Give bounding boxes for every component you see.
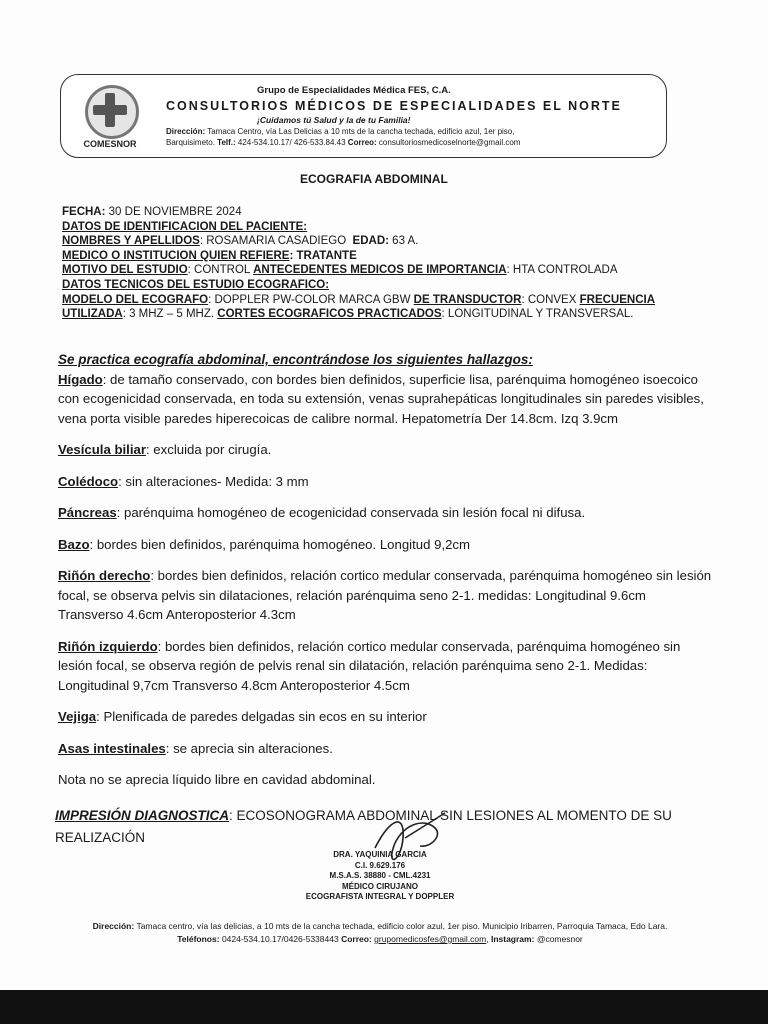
nombres-row: NOMBRES Y APELLIDOS: ROSAMARIA CASADIEGO EDAD: 63 A. (62, 235, 419, 248)
finding-coledoco: Colédoco: sin alteraciones- Medida: 3 mm (58, 473, 309, 489)
header-address-line2: Barquisimeto. Telf.: 424-534.10.17/ 426-533.84.43 Correo: consultoriosmedicoselnorte@gmail.com (166, 138, 521, 147)
datos-identificacion-heading: DATOS DE IDENTIFICACION DEL PACIENTE: (62, 220, 308, 233)
comesnor-logo (73, 83, 147, 153)
footer: Dirección: Tamaca centro, vía las delicias, a 10 mts de la cancha techada, edificio color azul, 1er piso. Municipio Iribarren, Parroquia Tamaca, Edo Lara. Teléfonos: 0424-534.10.17/0426-5338443 Correo: grupomedicosfes@gmail.com, Instagram: @comesnor (92, 921, 668, 944)
slogan: ¡Cuidamos tú Salud y la de tu Familia! (257, 115, 411, 125)
group-name: Grupo de Especialidades Médica FES, C.A. (257, 85, 451, 96)
doctor-stamp: DRA. YAQUINIA GARCIA C.I. 9.629.176 M.S.A.S. 38880 - CML.4231 MÉDICO CIRUJANO ECOGRAFISTA INTEGRAL Y DOPPLER (305, 850, 455, 901)
logo-text: COMESNOR (83, 139, 137, 149)
frecuencia-row: UTILIZADA: 3 MHZ – 5 MHZ. CORTES ECOGRAFICOS PRACTICADOS: LONGITUDINAL Y TRANSVERSAL. (62, 308, 634, 321)
finding-bazo: Bazo: bordes bien definidos, parénquima homogéneo. Longitud 9,2cm (58, 536, 471, 552)
datos-tecnicos-heading: DATOS TECNICOS DEL ESTUDIO ECOGRAFICO: (62, 278, 330, 291)
document-title: ECOGRAFIA ABDOMINAL (300, 172, 448, 186)
finding-nota: Nota no se aprecia líquido libre en cavidad abdominal. (58, 772, 376, 787)
scan-bottom-edge (0, 990, 768, 1024)
finding-vejiga: Vejiga: Plenificada de paredes delgadas sin ecos en su interior (58, 709, 427, 724)
finding-rinon-izquierdo: Riñón izquierdo: bordes bien definidos, relación cortico medular conservada, parénquima homogéneo sin lesión focal, se observa región de pelvis renal sin dilatación, relación parénquima seno 2-1. Medidas: Longitudinal 9,7cm Transverso 4.8cm Anteroposterior 4.5cm (58, 638, 681, 693)
finding-higado: Hígado: de tamaño conservado, con bordes bien definidos, superficie lisa, parénquima homogéneo isoecoico con ecogenicidad conservada, en toda su extensión, venas suprahepáticas longitudinales sin paredes visibles, vena porta visible paredes hiperecoicas de calibre normal. Hepatometría Der 14.8cm. Izq 3.9cm (58, 371, 704, 426)
finding-rinon-derecho: Riñón derecho: bordes bien definidos, relación cortico medular conservada, parénquima homogéneo sin lesión focal, se observa pelvis sin dilataciones, relación parénquima seno 2-1. medidas: Longitudinal 9.6cm Transverso 4.6cm Anteroposterior 4.3cm (58, 568, 712, 622)
finding-asas: Asas intestinales: se aprecia sin alteraciones. (58, 740, 333, 756)
header-address-line1: Dirección: Tamaca Centro, vía Las Delicias a 10 mts de la cancha techada, edificio azul, 1er piso, (166, 127, 515, 136)
impresion-diagnostica: IMPRESIÓN DIAGNOSTICA: ECOSONOGRAMA ABDOMINAL SIN LESIONES AL MOMENTO DE SU REALIZACIÓN (55, 808, 672, 845)
clinic-name: CONSULTORIOS MÉDICOS DE ESPECIALIDADES EL NORTE (166, 99, 622, 113)
findings-section (58, 350, 713, 790)
footer-email-link[interactable]: grupomedicosfes@gmail.com (374, 934, 487, 944)
finding-vesicula: Vesícula biliar: excluida por cirugía. (58, 442, 272, 457)
finding-pancreas: Páncreas: parénquima homogéneo de ecogenicidad conservada sin lesión focal ni difusa. (58, 505, 586, 520)
modelo-row: MODELO DEL ECOGRAFO: DOPPLER PW-COLOR MARCA GBW DE TRANSDUCTOR: CONVEX FRECUENCIA (62, 293, 655, 306)
fecha-row: FECHA: 30 DE NOVIEMBRE 2024 (62, 206, 242, 218)
patient-data (62, 205, 682, 322)
motivo-row: MOTIVO DEL ESTUDIO: CONTROL ANTECEDENTES MEDICOS DE IMPORTANCIA: HTA CONTROLADA (62, 264, 618, 277)
letterhead (60, 74, 667, 158)
medico-row: MEDICO O INSTITUCION QUIEN REFIERE: TRATANTE (62, 249, 357, 262)
findings-intro: Se practica ecografía abdominal, encontrándose los siguientes hallazgos: (58, 352, 533, 367)
